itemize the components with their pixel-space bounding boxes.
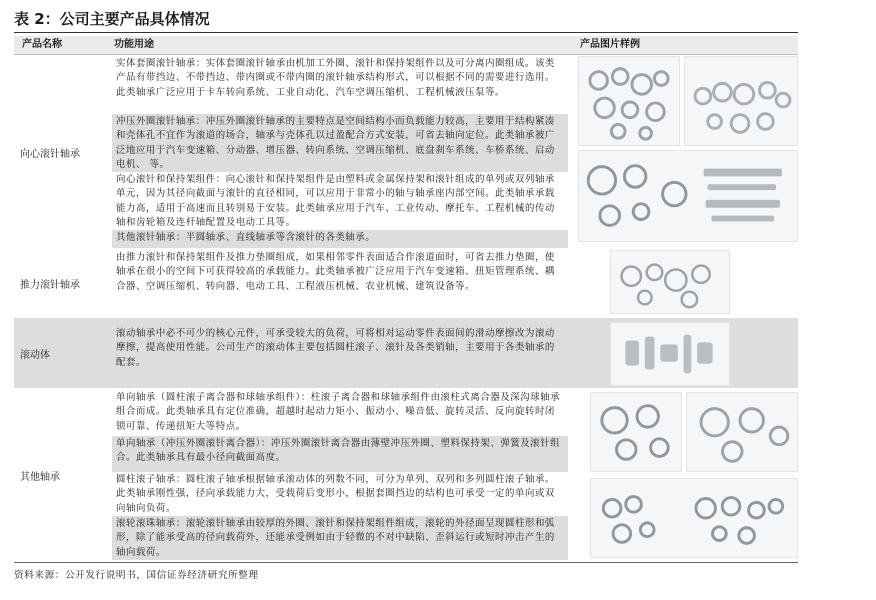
bearing-photo-icon	[686, 392, 798, 472]
product-desc: 滚轮滚珠轴承：滚轮滚针轴承由较厚的外圈、滚针和保持架组件组成，滚轮的外径面呈现圆柱形和弧形，除了能承受高的径向载荷外，还能承受例如由于轻微的不对中缺陷、歪斜运行或短时冲击产生的轴向载荷。	[112, 516, 568, 560]
table-header	[14, 36, 798, 55]
bearing-photo-icon	[590, 392, 682, 472]
category-rolling-elements: 滚动体	[20, 349, 50, 361]
product-desc: 实体套圈滚针轴承：实体套圈滚针轴承由机加工外圈、滚针和保持架组件以及可分离内圈组成。该类产品有带挡边、不带挡边、带内圈或不带内圈的滚针轴承结构形式，可以根据不同的需要进行选用。此类轴承广泛应用于卡车转向系统、工业自动化、汽车空调压缩机、工程机械液压泵等。	[116, 58, 555, 98]
bearing-photo-icon	[610, 322, 730, 386]
bearing-photo-icon	[610, 250, 730, 314]
category-radial-needle: 向心滚针轴承	[20, 148, 80, 160]
product-desc: 由推力滚针和保持架组件及推力垫圈组成，如果相邻零件表面适合作滚道面时，可省去推力垫圈，使轴承在很小的空间下可获得较高的承载能力。此类轴承被广泛应用于汽车变速箱、扭矩管理系统、耦合器、空调压缩机、转向器、电动工具、工程液压机械、农业机械、建筑设备等。	[116, 252, 555, 292]
bearing-photo-icon	[578, 150, 798, 242]
col-header-name: 产品名称	[22, 39, 62, 50]
product-desc: 单向轴承（圆柱滚子离合器和球轴承组件）：柱滚子离合器和球轴承组件由滚柱式离合器及深沟球轴承组合而成。此类轴承具有定位准确，超越时起动力矩小、振动小、噪音低、旋转灵活、反向旋转时闭锁可靠、传递扭矩大等特点。	[116, 392, 561, 432]
source-note: 资料来源：公开发行说明书，国信证券经济研究所整理	[14, 562, 798, 581]
col-header-image: 产品图片样例	[580, 39, 640, 50]
product-desc: 冲压外圈滚针轴承：冲压外圈滚针轴承的主要特点是空间结构小而负载能力较高，主要用于结构紧凑和壳体孔不宜作为滚道的场合，轴承与壳体孔以过盈配合方式安装，可省去轴向定位。此类轴承被广泛地应用于汽车变速箱、分动器、增压器、转向系统、空调压缩机、底盘刹车系统、车桥系统、启动电机、 等。	[112, 114, 568, 172]
bearing-photo-icon	[590, 478, 798, 558]
bearing-photo-icon	[684, 56, 798, 146]
bearing-photo-icon	[578, 56, 680, 146]
product-desc: 滚动轴承中必不可少的核心元件，可承受较大的负荷，可将相对运动零件表面间的滑动摩擦改为滚动摩擦，提高使用性能。公司生产的滚动体主要包括圆柱滚子、滚针及各类销轴，主要用于各类轴承的配套。	[116, 328, 555, 368]
product-desc: 向心滚针和保持架组件：向心滚针和保持架组件是由塑料或金属保持架和滚针组成的单列或双列轴承单元，因为其径向截面与滚针的直径相同，可以应用于非常小的轴与轴承座内部空间。此类轴承承载能力高，适用于高速而且转别易于安装。此类轴承应用于汽车、工业传动、摩托车、工程机械的传动轴和齿轮箱及连杆轴配置及电动工具等。	[116, 174, 555, 229]
col-header-function: 功能用途	[114, 39, 154, 50]
category-other-bearings: 其他轴承	[20, 471, 60, 483]
product-desc: 圆柱滚子轴承：圆柱滚子轴承根据轴承滚动体的列数不同，可分为单列、双列和多列圆柱滚子轴承。此类轴承刚性强，径向承载能力大，受载荷后变形小，根据套圈挡边的结构也可承受一定的单向或双向轴向负荷。	[116, 474, 555, 514]
category-thrust-needle: 推力滚针轴承	[20, 279, 80, 291]
product-desc: 单向轴承（冲压外圈滚针离合器）：冲压外圈滚针离合器由薄壁冲压外圈、塑料保持架、弹簧及滚针组合。此类轴承具有最小径向截面高度。	[112, 436, 568, 472]
product-desc: 其他滚针轴承：半圆轴承、直线轴承等含滚针的各类轴承。	[112, 230, 568, 248]
table-title: 表 2：公司主要产品具体情况	[14, 6, 798, 33]
